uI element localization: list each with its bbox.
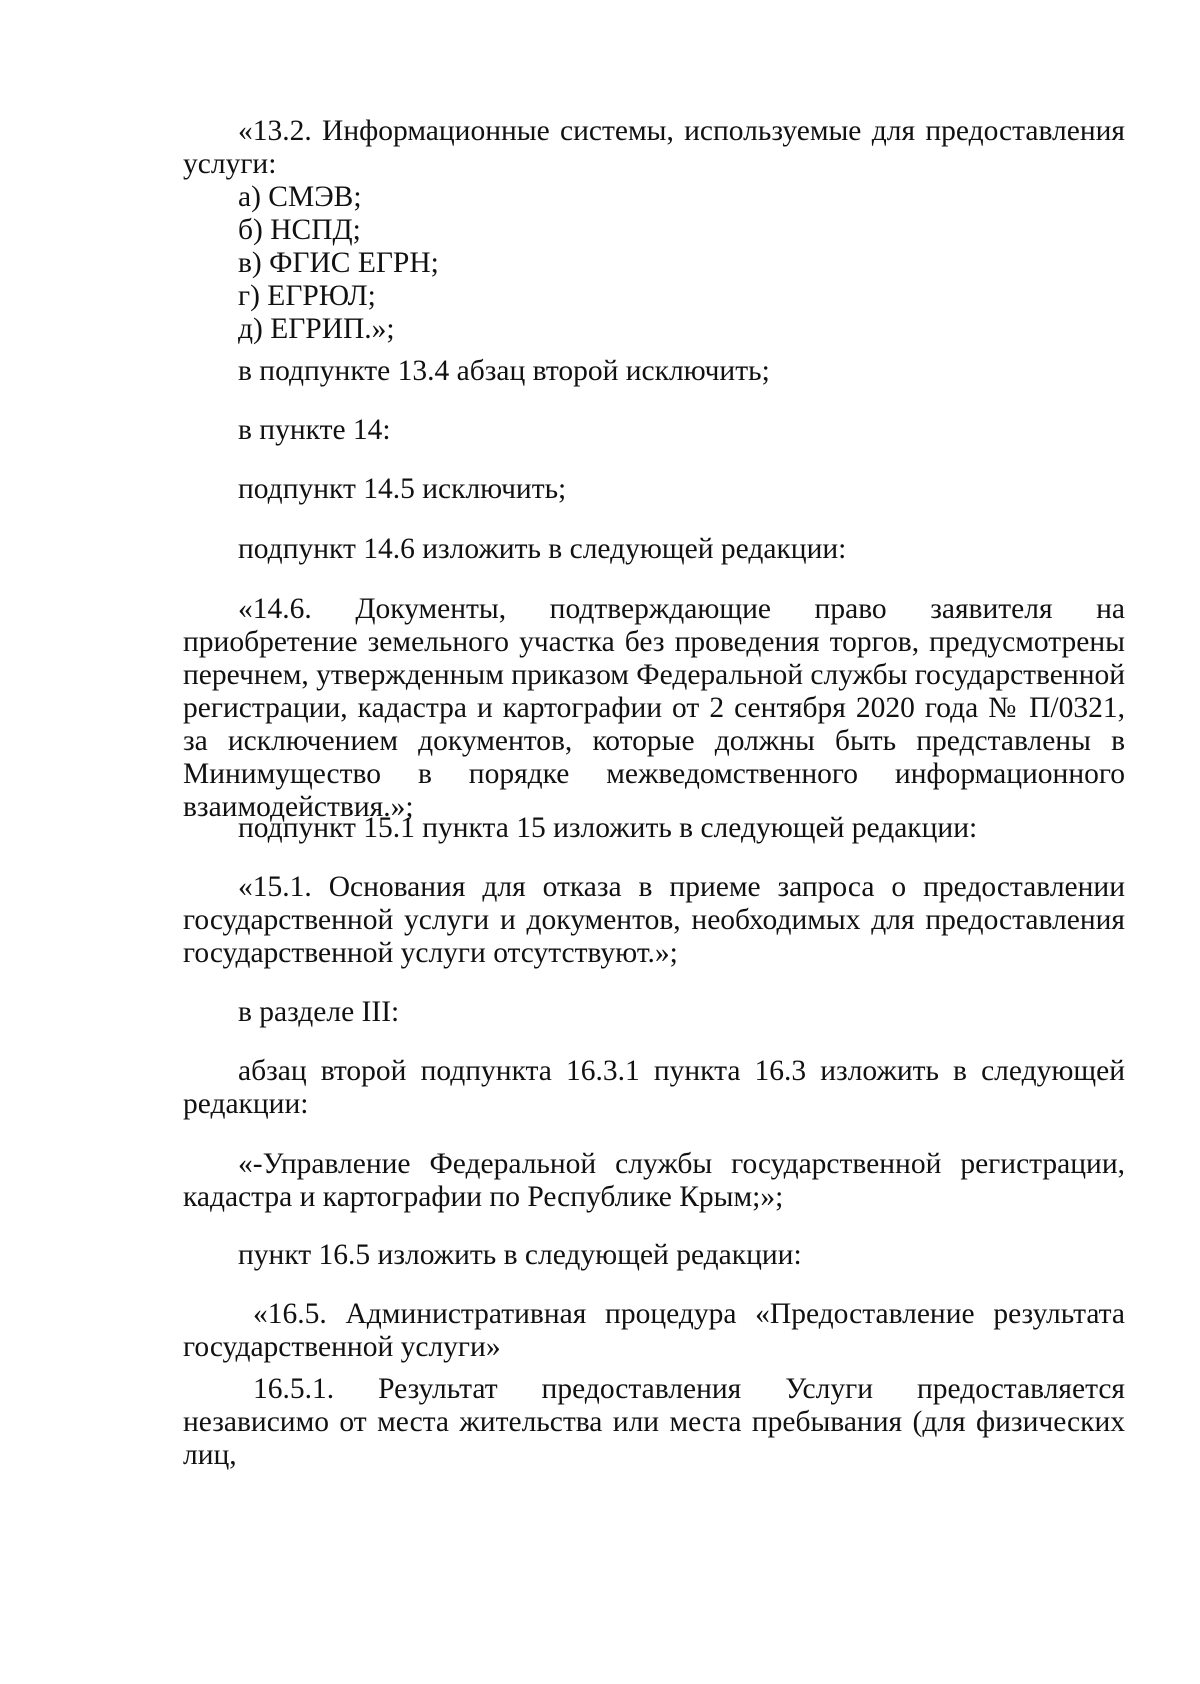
paragraph-13-2-lead: «13.2. Информационные системы, используемые для предоставления услуги: [183, 115, 1125, 180]
paragraph-16-5-1: 16.5.1. Результат предоставления Услуги предоставляется независимо от места жительства или места пребывания (для физических лиц, [183, 1373, 1125, 1471]
paragraph: пункт 16.5 изложить в следующей редакции: [238, 1239, 802, 1271]
paragraph: в разделе III: [238, 996, 400, 1028]
paragraph: абзац второй подпункта 16.3.1 пункта 16.3 изложить в следующей редакции: [183, 1055, 1125, 1120]
list-item: а) СМЭВ; [238, 181, 362, 213]
paragraph: «-Управление Федеральной службы государственной регистрации, кадастра и картографии по Республике Крым;»; [183, 1148, 1125, 1213]
list-item: в) ФГИС ЕГРН; [238, 247, 439, 279]
paragraph-14-6: «14.6. Документы, подтверждающие право заявителя на приобретение земельного участка без проведения торгов, предусмотрены перечнем, утвержденным приказом Федеральной службы государственной регистрации, кадастра и картографии от 2 сентября 2020 года № П/0321, за исключением документов, которые должны быть представлены в Минимущество в порядке межведомственного информационного взаимодействия.»; [183, 593, 1126, 823]
paragraph-13-2 [183, 115, 1125, 346]
paragraph: подпункт 14.6 изложить в следующей редакции: [238, 533, 847, 565]
paragraph: подпункт 15.1 пункта 15 изложить в следующей редакции: [238, 812, 978, 844]
list-item: д) ЕГРИП.»; [238, 313, 395, 345]
paragraph: в подпункте 13.4 абзац второй исключить; [238, 355, 770, 387]
list-item: г) ЕГРЮЛ; [238, 280, 376, 312]
paragraph-16-5: «16.5. Административная процедура «Предоставление результата государственной услуги» [183, 1298, 1125, 1363]
list-item: б) НСПД; [238, 214, 361, 246]
paragraph-15-1: «15.1. Основания для отказа в приеме запроса о предоставлении государственной услуги и документов, необходимых для предоставления государственной услуги отсутствуют.»; [183, 871, 1125, 969]
paragraph: в пункте 14: [238, 414, 391, 446]
paragraph: подпункт 14.5 исключить; [238, 473, 567, 505]
